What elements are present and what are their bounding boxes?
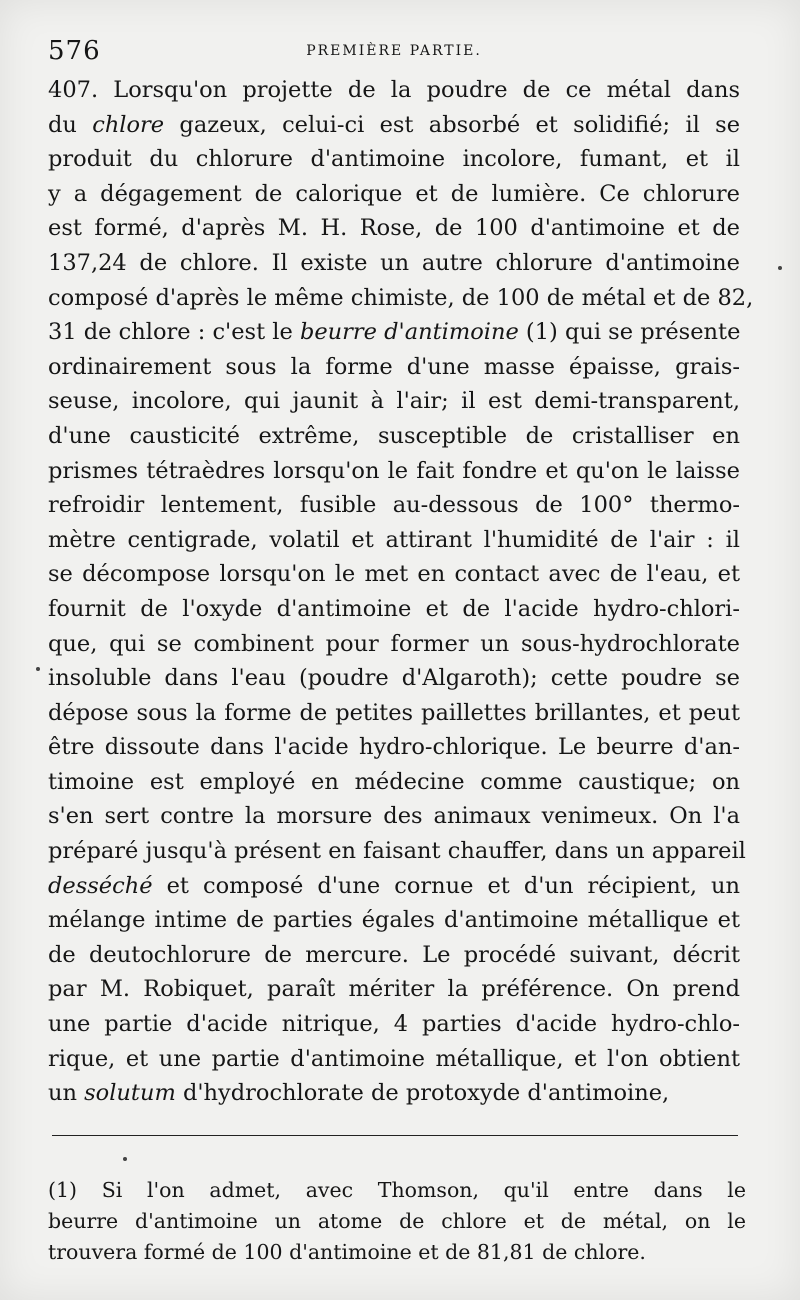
text-line: que, qui se combinent pour former un sous-hydrochlorate	[48, 630, 740, 657]
text-line: prismes tétraèdres lorsqu'on le fait fondre et qu'on le laisse	[48, 457, 740, 484]
text-line: est formé, d'après M. H. Rose, de 100 d'antimoine et de	[48, 215, 740, 242]
text-line: 407. Lorsqu'on projette de la poudre de ce métal dans	[48, 77, 740, 103]
text-line: mélange intime de parties égales d'antimoine métallique et	[48, 907, 740, 934]
text-line: mètre centigrade, volatil et attirant l'humidité de l'air : il	[48, 526, 740, 553]
page-number: 576	[48, 36, 101, 66]
text-line: produit du chlorure d'antimoine incolore, fumant, et il	[48, 146, 740, 173]
text-line: desséché et composé d'une cornue et d'un récipient, un	[48, 872, 740, 899]
footnote-line: (1) Si l'on admet, avec Thomson, qu'il entre dans le	[48, 1178, 746, 1202]
ink-speck	[36, 667, 40, 671]
ink-speck	[778, 266, 782, 270]
text-line: y a dégagement de calorique et de lumière. Ce chlorure	[48, 180, 740, 207]
text-line: par M. Robiquet, paraît mériter la préférence. On prend	[48, 976, 740, 1003]
text-line: un solutum d'hydrochlorate de protoxyde d'antimoine,	[48, 1080, 670, 1107]
text-line: du chlore gazeux, celui-ci est absorbé et solidifié; il se	[48, 111, 741, 138]
text-line: 31 de chlore : c'est le beurre d'antimoine (1) qui se présente	[48, 319, 741, 346]
text-line: une partie d'acide nitrique, 4 parties d'acide hydro-chlo-	[48, 1011, 740, 1038]
text-line: seuse, incolore, qui jaunit à l'air; il est demi-transparent,	[48, 388, 740, 415]
ink-speck	[123, 1157, 127, 1161]
footnote-block	[48, 1175, 746, 1268]
page-header	[48, 36, 740, 70]
text-line: de deutochlorure de mercure. Le procédé suivant, décrit	[48, 941, 740, 968]
text-line: timoine est employé en médecine comme caustique; on	[48, 768, 740, 795]
footnote-separator-rule	[52, 1135, 738, 1136]
footnote-line: beurre d'antimoine un atome de chlore et de métal, on le	[48, 1209, 746, 1233]
text-line: refroidir lentement, fusible au-dessous de 100° thermo-	[48, 492, 740, 519]
text-line: 137,24 de chlore. Il existe un autre chlorure d'antimoine	[48, 249, 740, 276]
text-line: se décompose lorsqu'on le met en contact avec de l'eau, et	[48, 561, 740, 588]
text-line: préparé jusqu'à présent en faisant chauffer, dans un appareil	[48, 838, 746, 865]
text-line: être dissoute dans l'acide hydro-chlorique. Le beurre d'an-	[48, 734, 740, 761]
text-line: composé d'après le même chimiste, de 100 de métal et de 82,	[48, 284, 754, 311]
text-line: ordinairement sous la forme d'une masse épaisse, grais-	[48, 353, 740, 380]
text-line: dépose sous la forme de petites paillettes brillantes, et peut	[48, 699, 740, 726]
text-line: fournit de l'oxyde d'antimoine et de l'acide hydro-chlori-	[48, 595, 740, 622]
text-line: s'en sert contre la morsure des animaux venimeux. On l'a	[48, 803, 740, 830]
text-line: d'une causticité extrême, susceptible de cristalliser en	[48, 422, 740, 449]
main-text-block	[48, 73, 754, 1111]
footnote-line: trouvera formé de 100 d'antimoine et de 81,81 de chlore.	[48, 1240, 646, 1264]
running-head: PREMIÈRE PARTIE.	[306, 43, 482, 59]
text-line: insoluble dans l'eau (poudre d'Algaroth); cette poudre se	[48, 665, 740, 692]
text-line: rique, et une partie d'antimoine métallique, et l'on obtient	[48, 1045, 740, 1072]
